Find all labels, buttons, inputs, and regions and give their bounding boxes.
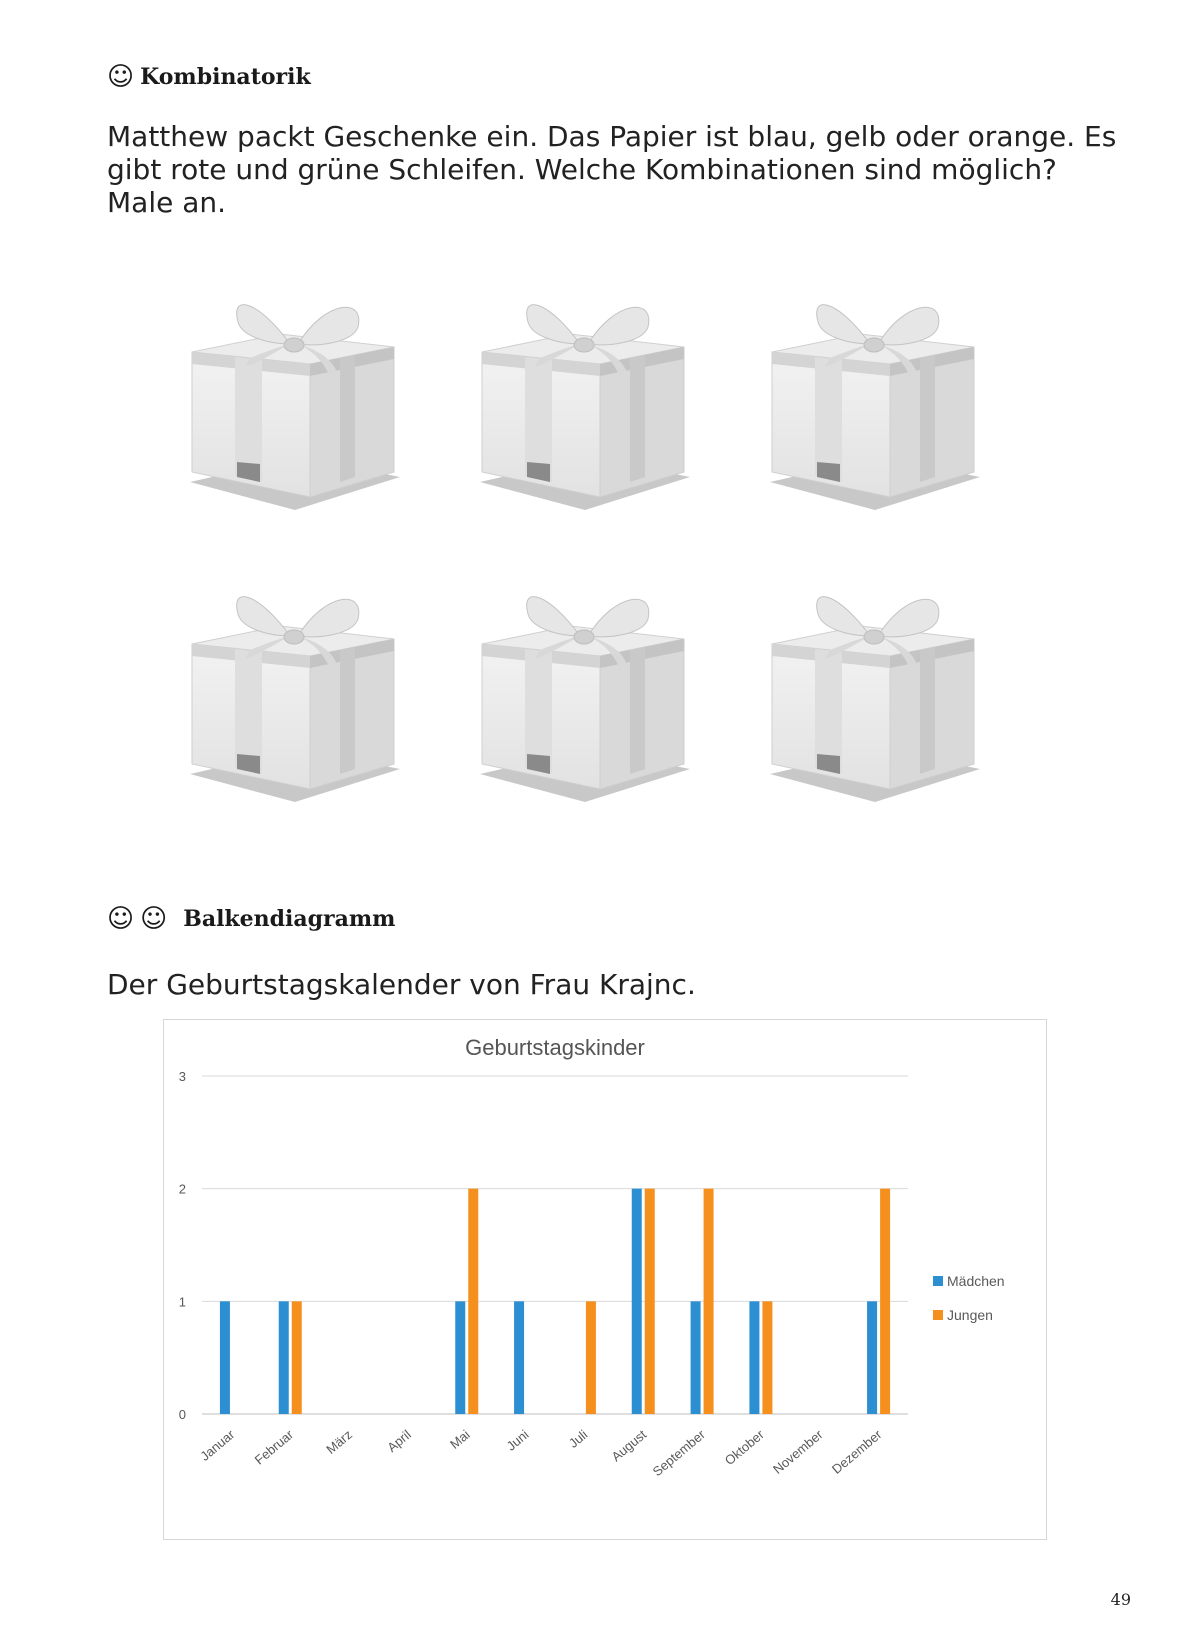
y-tick-label: 1	[178, 1294, 186, 1310]
section-title: Balkendiagramm	[183, 906, 396, 932]
legend-swatch	[933, 1276, 943, 1286]
legend-label: Mädchen	[947, 1273, 1005, 1289]
bar-jungen	[880, 1189, 890, 1414]
bar-jungen	[762, 1301, 772, 1414]
gift-box-icon[interactable]	[770, 292, 1000, 532]
x-tick-label: Oktober	[721, 1426, 767, 1469]
bar-jungen	[292, 1301, 302, 1414]
x-tick-label: September	[649, 1426, 709, 1480]
bar-maedchen	[632, 1189, 642, 1414]
bar-maedchen	[691, 1301, 701, 1414]
bar-maedchen	[220, 1301, 230, 1414]
bar-maedchen	[279, 1301, 289, 1414]
bar-jungen	[704, 1189, 714, 1414]
gift-box-icon[interactable]	[190, 584, 420, 824]
bar-jungen	[645, 1189, 655, 1414]
x-tick-label: März	[323, 1426, 356, 1457]
legend-swatch	[933, 1310, 943, 1320]
x-tick-label: Februar	[251, 1426, 297, 1468]
task-text-kombinatorik: Matthew packt Geschenke ein. Das Papier ist blau, gelb oder orange. Es gibt rote und grüne Schleifen. Welche Kombinationen sind möglich? Male an.	[107, 120, 1117, 219]
x-tick-label: November	[770, 1426, 826, 1477]
x-tick-label: April	[384, 1426, 414, 1456]
bar-chart	[163, 1019, 1047, 1540]
chart-canvas	[164, 1020, 1048, 1541]
x-tick-label: Januar	[197, 1426, 238, 1464]
bar-maedchen	[455, 1301, 465, 1414]
smiley-icon: ☺	[107, 904, 135, 934]
x-tick-label: Mai	[446, 1426, 473, 1452]
page-number: 49	[1110, 1590, 1131, 1609]
y-tick-label: 0	[178, 1407, 186, 1422]
bar-maedchen	[514, 1301, 524, 1414]
task-text-balkendiagramm: Der Geburtstagskalender von Frau Krajnc.	[107, 968, 696, 1001]
gift-box-icon[interactable]	[770, 584, 1000, 824]
gift-box-icon[interactable]	[190, 292, 420, 532]
gift-box-icon[interactable]	[480, 584, 710, 824]
bar-jungen	[586, 1301, 596, 1414]
legend-label: Jungen	[947, 1307, 993, 1323]
bar-jungen	[468, 1189, 478, 1414]
y-tick-label: 3	[178, 1069, 186, 1084]
chart-title: Geburtstagskinder	[465, 1035, 645, 1060]
bar-maedchen	[867, 1301, 877, 1414]
smiley-icon: ☺	[107, 62, 135, 92]
bar-maedchen	[749, 1301, 759, 1414]
gift-box-icon[interactable]	[480, 292, 710, 532]
x-tick-label: Juli	[565, 1426, 591, 1451]
section-title: Kombinatorik	[140, 64, 311, 90]
x-tick-label: Dezember	[828, 1426, 885, 1477]
y-tick-label: 2	[178, 1181, 186, 1197]
gift-grid	[190, 292, 990, 832]
smiley-icon: ☺	[140, 904, 168, 934]
section-heading-balkendiagramm	[107, 906, 395, 932]
x-tick-label: August	[608, 1426, 650, 1465]
x-tick-label: Juni	[503, 1426, 532, 1454]
section-heading-kombinatorik	[107, 64, 311, 90]
